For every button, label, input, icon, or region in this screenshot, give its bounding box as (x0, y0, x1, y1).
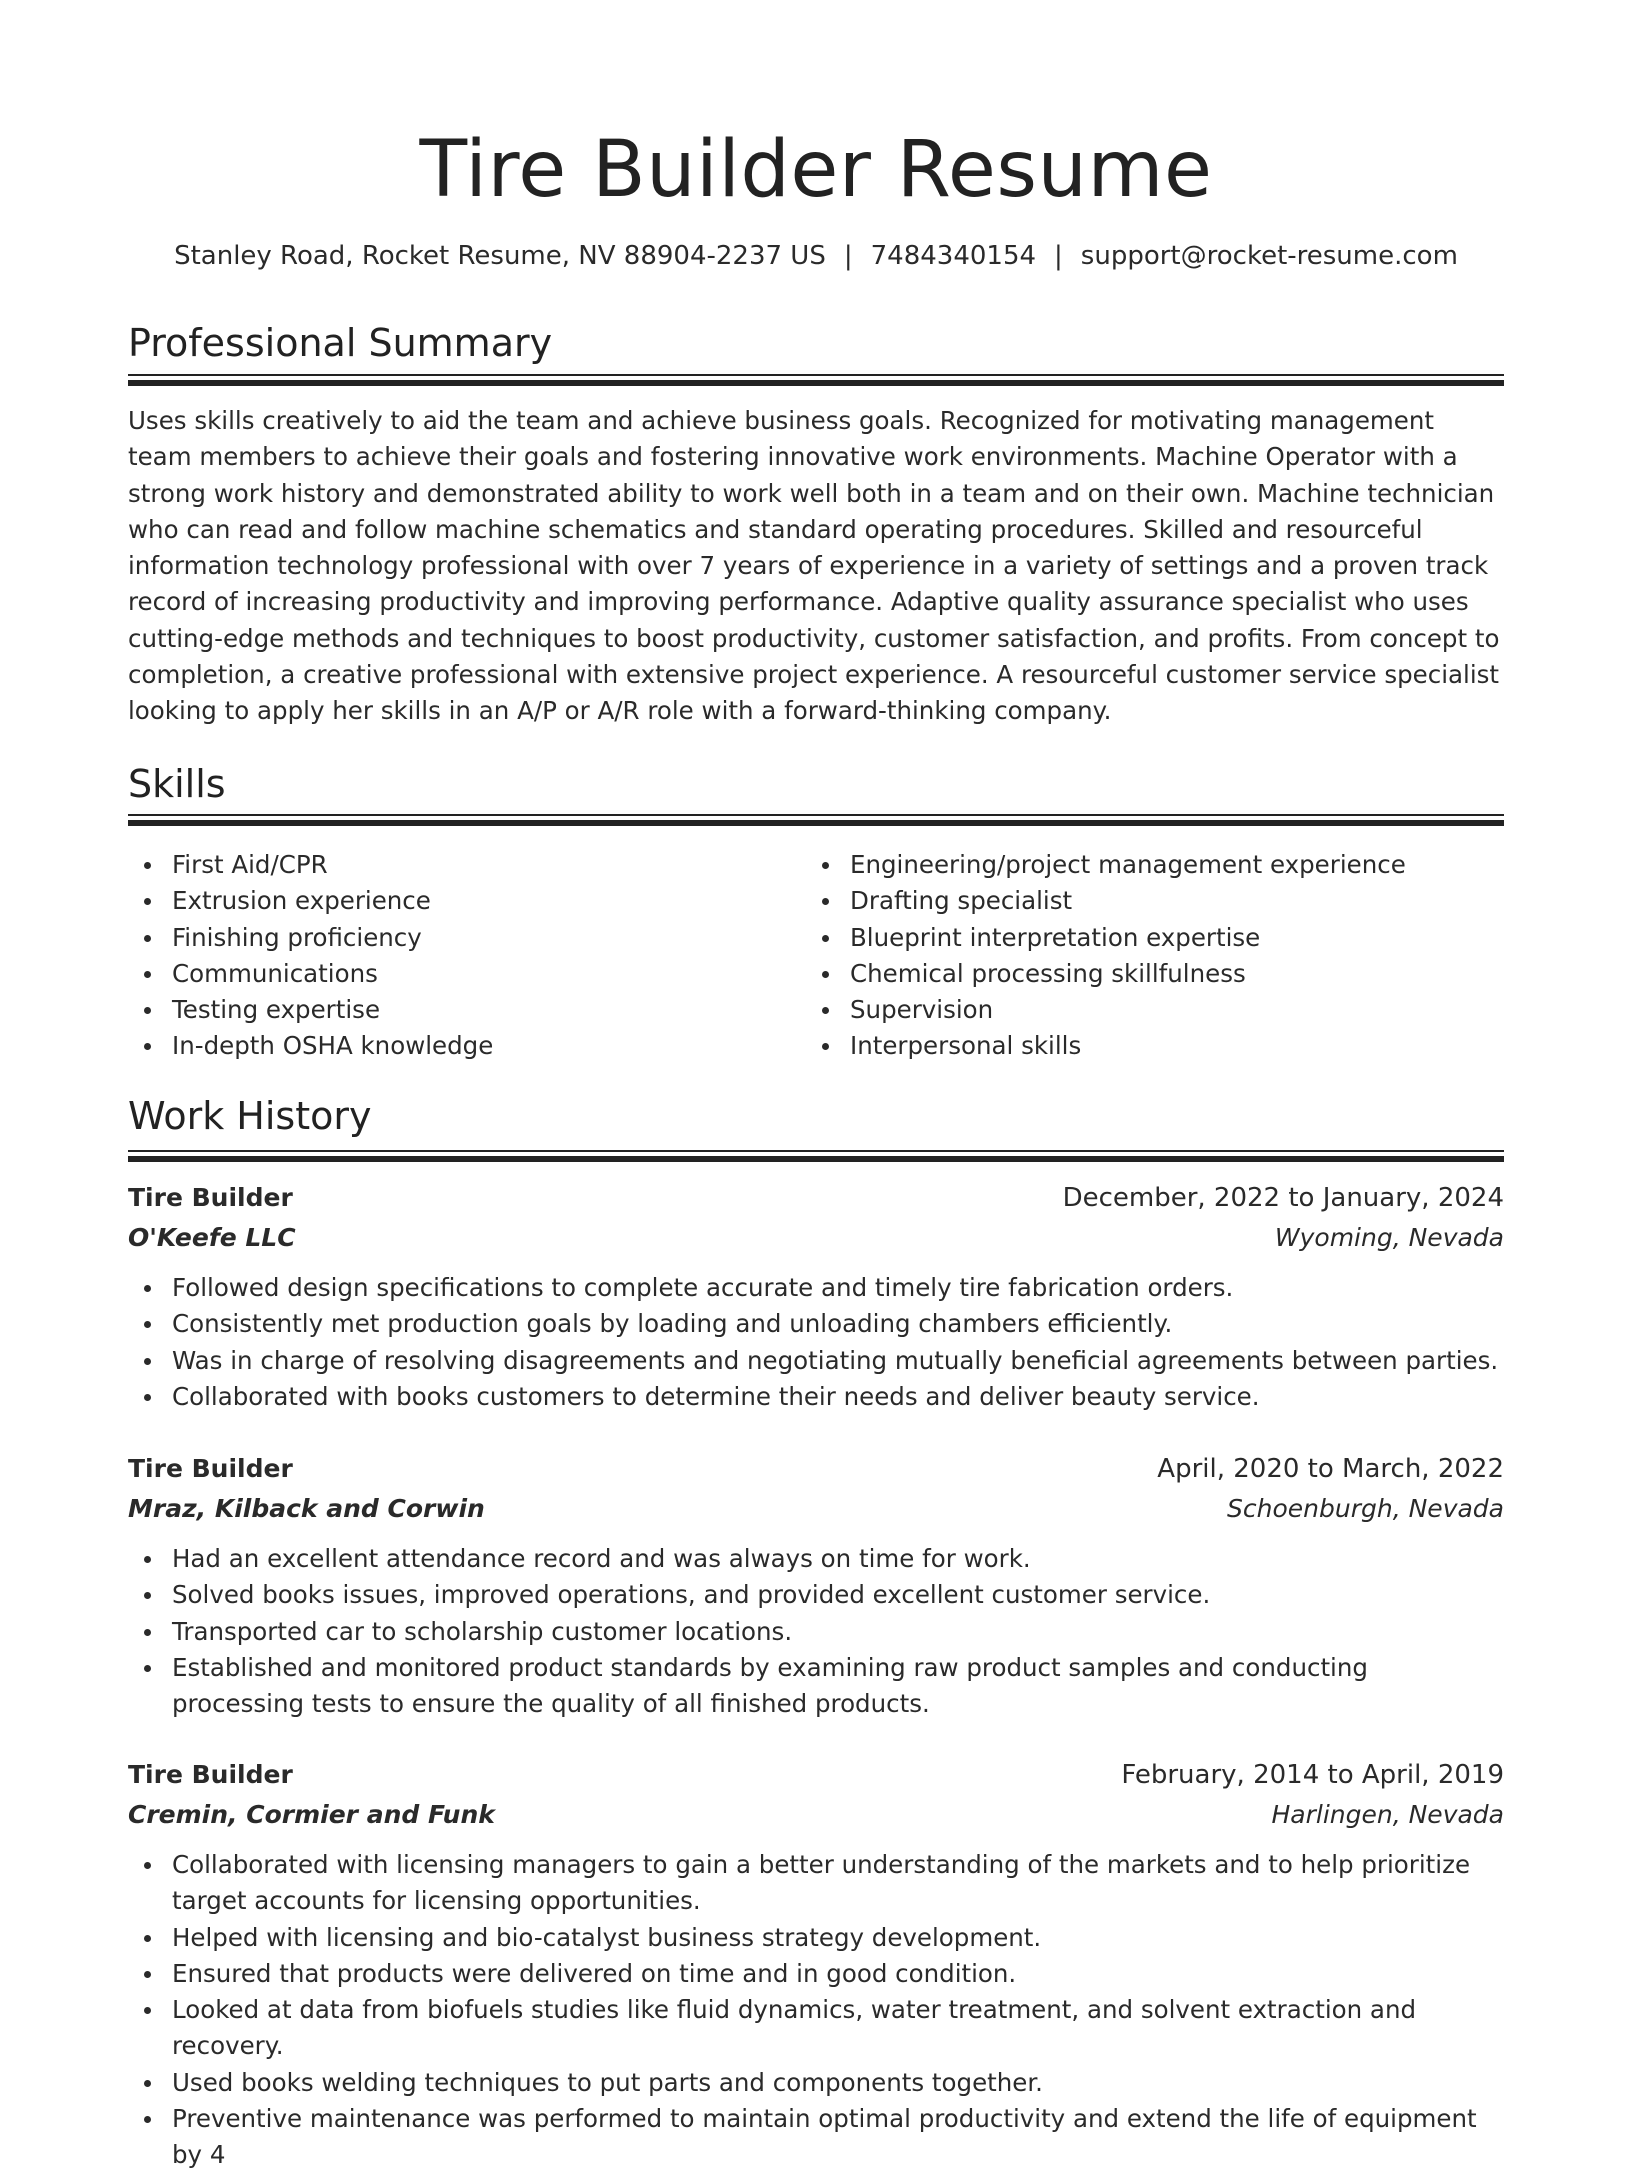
summary-text: Uses skills creatively to aid the team and achieve business goals. Recognized for motivating management team members to achieve their goals and fostering innovative work environments. Machine Operator with a strong work history and demonstrated ability to work well both in a team and on their own. Machine technician who can read and follow machine schematics and standard operating procedures. Skilled and resourceful information technology professional with over 7 years of experience in a variety of settings and a proven track record of increasing productivity and improving performance. Adaptive quality assurance specialist who uses cutting-edge methods and techniques to boost productivity, customer satisfaction, and profits. From concept to completion, a creative professional with extensive project experience. A resourceful customer service specialist looking to apply her skills in an A/P or A/R role with a forward-thinking company. (128, 406, 1500, 726)
job-bullet: Established and monitored product standards by examining raw product samples and conducting processing tests to ensure the quality of all finished products. (128, 1650, 1504, 1723)
section-divider (128, 814, 1504, 826)
skill-item: Testing expertise (128, 992, 788, 1028)
section-title-skills: Skills (128, 762, 226, 806)
job-bullet: Consistently met production goals by loading and unloading chambers efficiently. (128, 1306, 1504, 1342)
section-title-summary: Professional Summary (128, 321, 553, 365)
section-divider (128, 374, 1504, 386)
contact-separator: | (1054, 241, 1063, 271)
job-bullet: Followed design specifications to complete accurate and timely tire fabrication orders. (128, 1270, 1504, 1306)
skills-list-right (806, 847, 1466, 1065)
section-title-work-history: Work History (128, 1094, 372, 1138)
resume-title: Tire Builder Resume (419, 125, 1213, 215)
job-company: O'Keefe LLC (128, 1223, 296, 1252)
job-bullets (128, 1541, 1504, 1722)
skill-item: Finishing proficiency (128, 920, 788, 956)
skill-item: Supervision (806, 992, 1466, 1028)
work-entry (128, 1449, 1504, 1722)
job-dates: February, 2014 to April, 2019 (1121, 1760, 1504, 1790)
job-bullet: Solved books issues, improved operations, and provided excellent customer service. (128, 1577, 1504, 1613)
job-bullet: Ensured that products were delivered on time and in good condition. (128, 1956, 1504, 1992)
skills-list-left (128, 847, 788, 1065)
skill-item: Engineering/project management experience (806, 847, 1466, 883)
skill-item: Communications (128, 956, 788, 992)
contact-address: Stanley Road, Rocket Resume, NV 88904-2237 US (174, 241, 826, 271)
contact-email: support@rocket-resume.com (1080, 241, 1458, 271)
job-location: Wyoming, Nevada (1274, 1223, 1504, 1252)
job-bullet: Collaborated with licensing managers to gain a better understanding of the markets and to help prioritize target accounts for licensing opportunities. (128, 1847, 1504, 1920)
work-entry-header (128, 1449, 1504, 1489)
skill-item: Blueprint interpretation expertise (806, 920, 1466, 956)
job-dates: December, 2022 to January, 2024 (1062, 1183, 1504, 1213)
job-bullets (128, 1270, 1504, 1415)
job-bullet: Helped with licensing and bio-catalyst business strategy development. (128, 1920, 1504, 1956)
job-location: Schoenburgh, Nevada (1227, 1494, 1504, 1523)
skill-item: Extrusion experience (128, 883, 788, 919)
job-title: Tire Builder (128, 1183, 293, 1212)
job-title: Tire Builder (128, 1760, 293, 1789)
skills-column-right (806, 847, 1466, 1065)
work-entry-header (128, 1178, 1504, 1218)
skills-column-left (128, 847, 788, 1065)
job-bullet: Collaborated with books customers to determine their needs and deliver beauty service. (128, 1379, 1504, 1415)
work-entry-subheader (128, 1795, 1504, 1835)
section-divider (128, 1150, 1504, 1162)
work-entry-subheader (128, 1218, 1504, 1258)
job-bullet: Looked at data from biofuels studies like fluid dynamics, water treatment, and solvent extraction and recovery. (128, 1992, 1504, 2065)
job-bullet: Used books welding techniques to put parts and components together. (128, 2065, 1504, 2101)
job-bullet: Was in charge of resolving disagreements and negotiating mutually beneficial agreements between parties. (128, 1343, 1504, 1379)
work-entry-header (128, 1755, 1504, 1795)
contact-separator: | (843, 241, 853, 271)
skill-item: In-depth OSHA knowledge (128, 1028, 788, 1064)
job-location: Harlingen, Nevada (1271, 1800, 1504, 1829)
skill-item: Drafting specialist (806, 883, 1466, 919)
job-company: Mraz, Kilback and Corwin (128, 1494, 485, 1523)
skill-item: First Aid/CPR (128, 847, 788, 883)
skill-item: Interpersonal skills (806, 1028, 1466, 1064)
job-bullet: Transported car to scholarship customer locations. (128, 1614, 1504, 1650)
work-entry (128, 1755, 1504, 2174)
job-company: Cremin, Cormier and Funk (128, 1800, 495, 1829)
contact-line (128, 236, 1504, 276)
work-entry (128, 1178, 1504, 1415)
work-entry-subheader (128, 1489, 1504, 1529)
job-dates: April, 2020 to March, 2022 (1157, 1454, 1504, 1484)
skill-item: Chemical processing skillfulness (806, 956, 1466, 992)
job-bullet: Preventive maintenance was performed to maintain optimal productivity and extend the life of equipment by 4 (128, 2101, 1504, 2174)
job-bullet: Had an excellent attendance record and was always on time for work. (128, 1541, 1504, 1577)
contact-phone: 7484340154 (870, 241, 1037, 271)
job-title: Tire Builder (128, 1454, 293, 1483)
job-bullets (128, 1847, 1504, 2174)
